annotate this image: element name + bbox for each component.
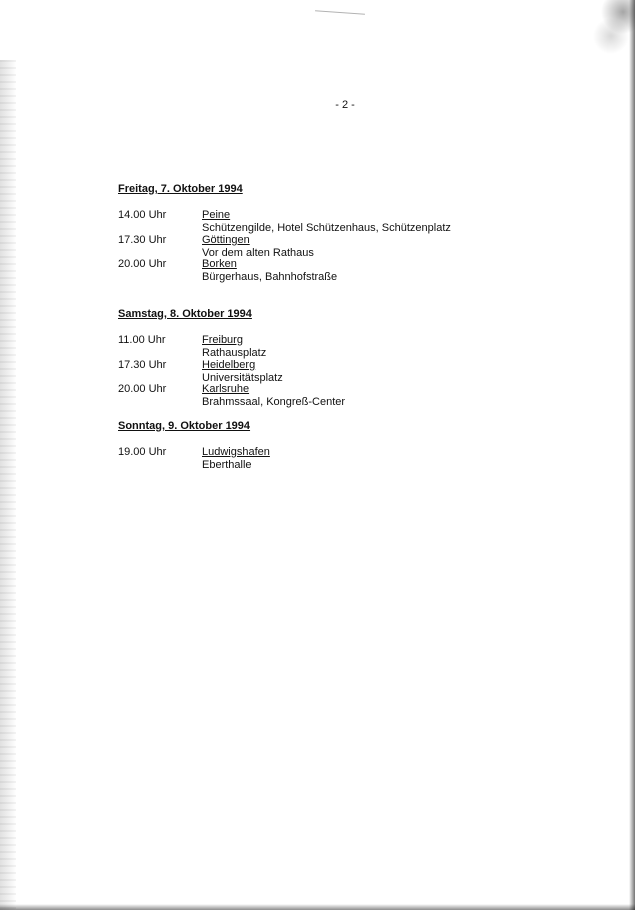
entry-venue: Bürgerhaus, Bahnhofstraße [202,270,338,283]
scan-artifact-bottom-edge [0,904,635,910]
entry-city: Göttingen [202,234,250,246]
entry-city: Freiburg [202,334,243,346]
entry-venue: Eberthalle [202,458,252,471]
entry-venue: Schützengilde, Hotel Schützenhaus, Schützenplatz [202,221,451,234]
entry-time: 17.30 Uhr [118,234,167,246]
day-heading-saturday: Samstag, 8. Oktober 1994 [118,308,252,320]
entry-time: 14.00 Uhr [118,209,167,221]
page-number: - 2 - [335,99,355,111]
entry-city: Karlsruhe [202,383,250,395]
entry-time: 11.00 Uhr [118,334,166,346]
entry-city: Peine [202,209,231,221]
entry-time: 20.00 Uhr [118,258,167,270]
day-heading-sunday: Sonntag, 9. Oktober 1994 [118,420,251,432]
entry-city: Ludwigshafen [202,446,270,458]
entry-time: 20.00 Uhr [118,383,167,395]
day-heading-friday: Freitag, 7. Oktober 1994 [118,183,243,195]
scan-artifact-left-edge [0,60,16,910]
entry-time: 19.00 Uhr [118,446,167,458]
entry-venue: Brahmssaal, Kongreß-Center [202,395,346,408]
scan-artifact-top-right [575,0,635,60]
scan-artifact-top-line [315,10,365,14]
scan-artifact-right-edge [629,0,635,910]
entry-venue: Vor dem alten Rathaus [202,246,314,259]
entry-city: Heidelberg [202,359,256,371]
entry-city: Borken [202,258,237,270]
entry-time: 17.30 Uhr [118,359,167,371]
entry-venue: Rathausplatz [202,346,267,359]
entry-venue: Universitätsplatz [202,371,283,384]
